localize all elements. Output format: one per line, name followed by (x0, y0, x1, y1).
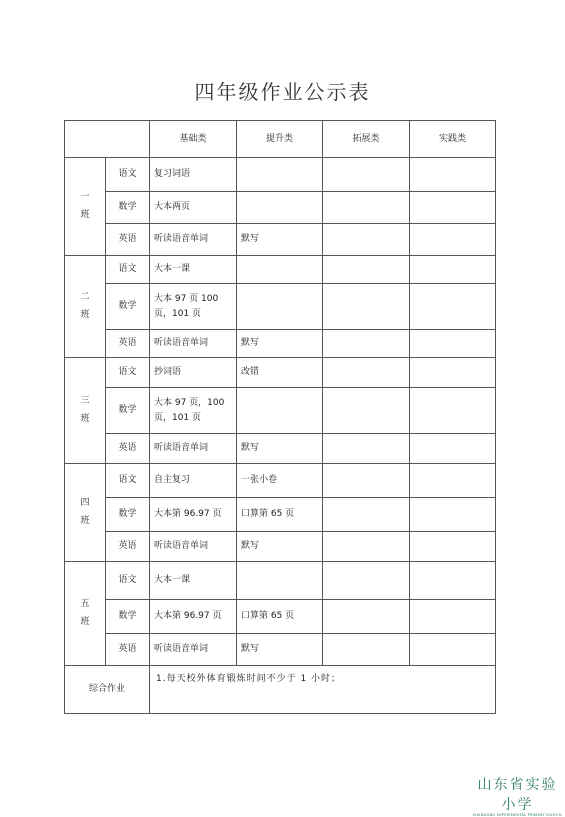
basic-cell: 复习词语 (150, 158, 237, 192)
expand-cell (323, 600, 410, 634)
practice-cell (410, 158, 496, 192)
basic-cell: 大本两页 (150, 192, 237, 224)
improve-cell (237, 256, 323, 284)
class-name-cell (65, 256, 106, 358)
improve-cell: 默写 (237, 330, 323, 358)
practice-cell (410, 330, 496, 358)
class-name-cell (65, 358, 106, 464)
header-row (65, 121, 496, 158)
expand-cell (323, 562, 410, 600)
improve-cell (237, 284, 323, 330)
comprehensive-text: 1.每天校外体育锻炼时间不少于 1 小时； (150, 666, 496, 714)
practice-cell (410, 434, 496, 464)
practice-cell (410, 600, 496, 634)
improve-cell: 改错 (237, 358, 323, 388)
practice-cell (410, 464, 496, 498)
subject-cell: 数学 (106, 498, 150, 532)
table-row (65, 192, 496, 224)
basic-cell: 大本第 96.97 页 (150, 498, 237, 532)
practice-cell (410, 358, 496, 388)
improve-cell: 一张小卷 (237, 464, 323, 498)
practice-cell (410, 498, 496, 532)
improve-cell: 默写 (237, 634, 323, 666)
subject-cell: 语文 (106, 464, 150, 498)
practice-cell (410, 224, 496, 256)
improve-cell (237, 562, 323, 600)
expand-cell (323, 330, 410, 358)
expand-cell (323, 256, 410, 284)
improve-cell: 口算第 65 页 (237, 498, 323, 532)
class-name-cell (65, 464, 106, 562)
basic-cell: 大本第 96.97 页 (150, 600, 237, 634)
expand-cell (323, 158, 410, 192)
practice-cell (410, 562, 496, 600)
comprehensive-row (65, 666, 496, 714)
improve-cell: 默写 (237, 434, 323, 464)
homework-table-body (65, 121, 496, 714)
subject-cell: 英语 (106, 434, 150, 464)
basic-cell: 听读语音单词 (150, 434, 237, 464)
expand-cell (323, 224, 410, 256)
practice-cell (410, 192, 496, 224)
basic-cell: 大本一课 (150, 256, 237, 284)
header-basic: 基础类 (150, 121, 237, 158)
corner-cell (65, 121, 150, 158)
subject-cell: 数学 (106, 192, 150, 224)
header-improve: 提升类 (237, 121, 323, 158)
expand-cell (323, 192, 410, 224)
table-row (65, 224, 496, 256)
class-name: 三班 (80, 396, 90, 424)
school-logo (470, 774, 565, 817)
subject-cell: 语文 (106, 158, 150, 192)
school-logo-subtitle: SHANDONG EXPERIMENTAL PRIMARY SCHOOL (472, 813, 563, 817)
practice-cell (410, 388, 496, 434)
basic-cell: 自主复习 (150, 464, 237, 498)
school-logo-name: 山东省实验小学 (477, 777, 558, 813)
subject-cell: 英语 (106, 224, 150, 256)
basic-cell: 大本 97 页，100 页，101 页 (150, 388, 237, 434)
class-name-cell (65, 158, 106, 256)
table-row (65, 562, 496, 600)
improve-cell: 默写 (237, 532, 323, 562)
header-expand: 拓展类 (323, 121, 410, 158)
practice-cell (410, 634, 496, 666)
table-row (65, 434, 496, 464)
basic-cell: 听读语音单词 (150, 532, 237, 562)
header-practice: 实践类 (410, 121, 496, 158)
table-row (65, 532, 496, 562)
expand-cell (323, 434, 410, 464)
basic-cell: 听读语音单词 (150, 330, 237, 358)
class-name: 二班 (80, 292, 90, 320)
table-row (65, 284, 496, 330)
practice-cell (410, 256, 496, 284)
table-row (65, 158, 496, 192)
class-name: 一班 (80, 192, 90, 220)
basic-cell: 大本 97 页 100 页，101 页 (150, 284, 237, 330)
basic-cell: 抄词语 (150, 358, 237, 388)
expand-cell (323, 634, 410, 666)
table-row (65, 600, 496, 634)
subject-cell: 数学 (106, 600, 150, 634)
basic-cell: 听读语音单词 (150, 224, 237, 256)
improve-cell: 默写 (237, 224, 323, 256)
basic-cell: 大本一课 (150, 562, 237, 600)
practice-cell (410, 284, 496, 330)
improve-cell (237, 388, 323, 434)
expand-cell (323, 498, 410, 532)
subject-cell: 英语 (106, 330, 150, 358)
expand-cell (323, 358, 410, 388)
basic-cell: 听读语音单词 (150, 634, 237, 666)
subject-cell: 英语 (106, 634, 150, 666)
homework-table (64, 120, 496, 714)
subject-cell: 数学 (106, 284, 150, 330)
table-row (65, 358, 496, 388)
subject-cell: 英语 (106, 532, 150, 562)
improve-cell (237, 192, 323, 224)
class-name: 四班 (80, 498, 90, 526)
subject-cell: 语文 (106, 358, 150, 388)
subject-cell: 数学 (106, 388, 150, 434)
table-row (65, 388, 496, 434)
page-title: 四年级作业公示表 (194, 80, 371, 104)
subject-cell: 语文 (106, 562, 150, 600)
table-row (65, 330, 496, 358)
expand-cell (323, 464, 410, 498)
class-name: 五班 (80, 599, 90, 627)
practice-cell (410, 532, 496, 562)
expand-cell (323, 284, 410, 330)
table-row (65, 634, 496, 666)
class-name-cell (65, 562, 106, 666)
expand-cell (323, 532, 410, 562)
table-row (65, 256, 496, 284)
expand-cell (323, 388, 410, 434)
improve-cell: 口算第 65 页 (237, 600, 323, 634)
subject-cell: 语文 (106, 256, 150, 284)
improve-cell (237, 158, 323, 192)
table-row (65, 464, 496, 498)
table-row (65, 498, 496, 532)
comprehensive-label: 综合作业 (65, 666, 150, 714)
